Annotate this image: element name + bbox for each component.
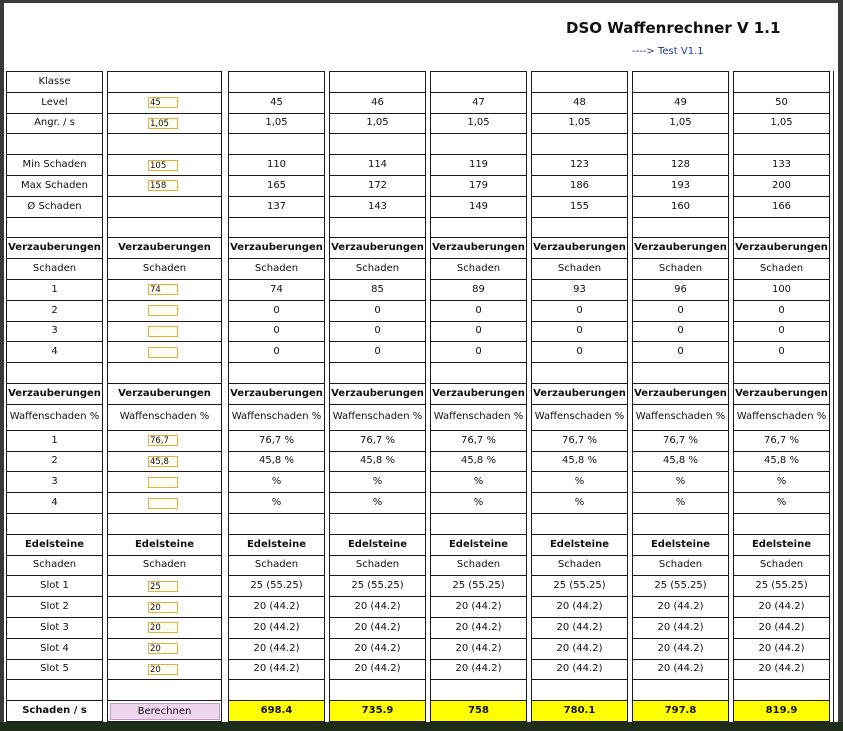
col-6-min: 133 (734, 155, 830, 176)
label-verzauberungen: Verzauberungen (7, 238, 103, 259)
partial-column-edge (833, 71, 838, 722)
col-3-v3: 0 (431, 321, 527, 342)
berechnen-button[interactable]: Berechnen (110, 703, 220, 720)
label-edelsteine: Edelsteine (7, 534, 103, 555)
result-dps-4: 780.1 (532, 701, 628, 722)
slot-3-input[interactable]: 20 (148, 622, 178, 633)
col-4-v4: 0 (532, 342, 628, 363)
col-6-schaden-label: Schaden (734, 259, 830, 280)
input-verz-schaden: Schaden (108, 259, 222, 280)
col-2-w2: 45,8 % (330, 451, 426, 472)
col-1-schaden-label: Schaden (229, 259, 325, 280)
col-3-min: 119 (431, 155, 527, 176)
col-1-level: 45 (229, 92, 325, 113)
col-6-avg: 166 (734, 196, 830, 217)
col-5-w3: % (633, 472, 729, 493)
col-2-s4: 20 (44.2) (330, 638, 426, 659)
col-4-level: 48 (532, 92, 628, 113)
col-4-waffen-label: Waffenschaden % (532, 404, 628, 430)
label-ws-4: 4 (7, 493, 103, 514)
col-4-w2: 45,8 % (532, 451, 628, 472)
result-column-5 (632, 71, 729, 722)
col-6-max: 200 (734, 175, 830, 196)
col-1-s3: 20 (44.2) (229, 617, 325, 638)
input-edel-schaden: Schaden (108, 555, 222, 576)
input-verz-heading-2: Verzauberungen (108, 383, 222, 404)
col-1-w3: % (229, 472, 325, 493)
col-5-s1: 25 (55.25) (633, 576, 729, 597)
col-2-v3: 0 (330, 321, 426, 342)
col-1-v4: 0 (229, 342, 325, 363)
col-4-avg: 155 (532, 196, 628, 217)
input-edelsteine-heading: Edelsteine (108, 534, 222, 555)
col-1-v3: 0 (229, 321, 325, 342)
col-1-edel-label: Edelsteine (229, 534, 325, 555)
label-min-schaden: Min Schaden (7, 155, 103, 176)
slot-5-input[interactable]: 20 (148, 664, 178, 675)
col-4-schaden-label: Schaden (532, 555, 628, 576)
label-verz-2: 2 (7, 300, 103, 321)
col-5-verz-label: Verzauberungen (633, 238, 729, 259)
label-column (6, 71, 103, 722)
col-2-avg: 143 (330, 196, 426, 217)
verz-1-input[interactable]: 74 (148, 284, 178, 295)
col-2-min: 114 (330, 155, 426, 176)
col-5-edel-label: Edelsteine (633, 534, 729, 555)
label-verz-4: 4 (7, 342, 103, 363)
col-6-verz-label: Verzauberungen (734, 383, 830, 404)
col-4-verz-label: Verzauberungen (532, 238, 628, 259)
col-6-w1: 76,7 % (734, 430, 830, 451)
col-5-v4: 0 (633, 342, 729, 363)
col-1-verz-label: Verzauberungen (229, 238, 325, 259)
result-dps-5: 797.8 (633, 701, 729, 722)
col-3-s3: 20 (44.2) (431, 617, 527, 638)
col-2-w4: % (330, 493, 426, 514)
col-2-edel-label: Edelsteine (330, 534, 426, 555)
col-3-w3: % (431, 472, 527, 493)
col-5-w4: % (633, 493, 729, 514)
col-2-verz-label: Verzauberungen (330, 238, 426, 259)
col-6-angr: 1,05 (734, 113, 830, 134)
col-4-s5: 20 (44.2) (532, 659, 628, 680)
col-2-s1: 25 (55.25) (330, 576, 426, 597)
label-ws-2: 2 (7, 451, 103, 472)
result-column-6 (733, 71, 830, 722)
col-6-v3: 0 (734, 321, 830, 342)
col-1-s2: 20 (44.2) (229, 597, 325, 618)
col-3-s2: 20 (44.2) (431, 597, 527, 618)
col-6-verz-label: Verzauberungen (734, 238, 830, 259)
col-2-level: 46 (330, 92, 426, 113)
label-slot-2: Slot 2 (7, 597, 103, 618)
col-6-level: 50 (734, 92, 830, 113)
label-verz-3: 3 (7, 321, 103, 342)
col-3-v2: 0 (431, 300, 527, 321)
bottom-bar (0, 722, 843, 731)
col-6-w4: % (734, 493, 830, 514)
col-5-level: 49 (633, 92, 729, 113)
col-4-edel-label: Edelsteine (532, 534, 628, 555)
col-2-schaden-label: Schaden (330, 259, 426, 280)
col-1-min: 110 (229, 155, 325, 176)
label-slot-3: Slot 3 (7, 617, 103, 638)
angr-input[interactable]: 1,05 (148, 118, 178, 129)
col-4-v3: 0 (532, 321, 628, 342)
col-3-w4: % (431, 493, 527, 514)
col-5-schaden-label: Schaden (633, 259, 729, 280)
col-2-w3: % (330, 472, 426, 493)
col-4-v2: 0 (532, 300, 628, 321)
col-5-s3: 20 (44.2) (633, 617, 729, 638)
page-title: DSO Waffenrechner V 1.1 (566, 19, 781, 37)
col-2-s5: 20 (44.2) (330, 659, 426, 680)
label-ws-3: 3 (7, 472, 103, 493)
col-6-v4: 0 (734, 342, 830, 363)
label-avg-schaden: Ø Schaden (7, 196, 103, 217)
col-6-v2: 0 (734, 300, 830, 321)
col-6-waffen-label: Waffenschaden % (734, 404, 830, 430)
col-1-waffen-label: Waffenschaden % (229, 404, 325, 430)
col-6-s3: 20 (44.2) (734, 617, 830, 638)
label-max-schaden: Max Schaden (7, 175, 103, 196)
col-4-v1: 93 (532, 279, 628, 300)
col-4-min: 123 (532, 155, 628, 176)
col-1-v2: 0 (229, 300, 325, 321)
col-3-waffen-label: Waffenschaden % (431, 404, 527, 430)
label-ws-1: 1 (7, 430, 103, 451)
col-5-s5: 20 (44.2) (633, 659, 729, 680)
slot-1-input[interactable]: 25 (148, 581, 178, 592)
col-5-waffen-label: Waffenschaden % (633, 404, 729, 430)
col-3-w1: 76,7 % (431, 430, 527, 451)
col-1-verz-label: Verzauberungen (229, 383, 325, 404)
col-1-schaden-label: Schaden (229, 555, 325, 576)
test-version-link[interactable]: ----> Test V1.1 (632, 46, 704, 57)
col-3-v1: 89 (431, 279, 527, 300)
col-1-s1: 25 (55.25) (229, 576, 325, 597)
col-3-s4: 20 (44.2) (431, 638, 527, 659)
col-4-verz-label: Verzauberungen (532, 383, 628, 404)
col-1-max: 165 (229, 175, 325, 196)
col-5-w1: 76,7 % (633, 430, 729, 451)
col-5-v3: 0 (633, 321, 729, 342)
col-3-w2: 45,8 % (431, 451, 527, 472)
input-waffenschaden-label: Waffenschaden % (108, 404, 222, 430)
col-4-w3: % (532, 472, 628, 493)
max-schaden-input[interactable]: 158 (148, 180, 178, 191)
col-3-schaden-label: Schaden (431, 259, 527, 280)
col-2-s3: 20 (44.2) (330, 617, 426, 638)
col-5-min: 128 (633, 155, 729, 176)
col-5-verz-label: Verzauberungen (633, 383, 729, 404)
label-angr: Angr. / s (7, 113, 103, 134)
col-5-s2: 20 (44.2) (633, 597, 729, 618)
col-4-angr: 1,05 (532, 113, 628, 134)
col-5-angr: 1,05 (633, 113, 729, 134)
col-2-w1: 76,7 % (330, 430, 426, 451)
label-slot-5: Slot 5 (7, 659, 103, 680)
col-4-max: 186 (532, 175, 628, 196)
slot-4-input[interactable]: 20 (148, 643, 178, 654)
col-4-s4: 20 (44.2) (532, 638, 628, 659)
col-4-s3: 20 (44.2) (532, 617, 628, 638)
col-1-angr: 1,05 (229, 113, 325, 134)
col-5-avg: 160 (633, 196, 729, 217)
col-2-verz-label: Verzauberungen (330, 383, 426, 404)
col-2-schaden-label: Schaden (330, 555, 426, 576)
ws-1-input[interactable]: 76,7 (148, 435, 178, 446)
col-5-w2: 45,8 % (633, 451, 729, 472)
col-3-angr: 1,05 (431, 113, 527, 134)
col-1-w2: 45,8 % (229, 451, 325, 472)
col-3-verz-label: Verzauberungen (431, 238, 527, 259)
label-waffenschaden: Waffenschaden % (7, 404, 103, 430)
col-3-s1: 25 (55.25) (431, 576, 527, 597)
result-dps-2: 735.9 (330, 701, 426, 722)
col-2-s2: 20 (44.2) (330, 597, 426, 618)
col-6-s2: 20 (44.2) (734, 597, 830, 618)
verz-2-input[interactable] (148, 305, 178, 316)
col-5-max: 193 (633, 175, 729, 196)
col-4-w4: % (532, 493, 628, 514)
col-5-s4: 20 (44.2) (633, 638, 729, 659)
col-2-max: 172 (330, 175, 426, 196)
col-1-s4: 20 (44.2) (229, 638, 325, 659)
col-6-s5: 20 (44.2) (734, 659, 830, 680)
label-slot-1: Slot 1 (7, 576, 103, 597)
col-1-v1: 74 (229, 279, 325, 300)
result-dps-3: 758 (431, 701, 527, 722)
col-3-s5: 20 (44.2) (431, 659, 527, 680)
col-3-avg: 149 (431, 196, 527, 217)
col-6-v1: 100 (734, 279, 830, 300)
col-6-s1: 25 (55.25) (734, 576, 830, 597)
col-3-edel-label: Edelsteine (431, 534, 527, 555)
col-2-angr: 1,05 (330, 113, 426, 134)
col-5-v2: 0 (633, 300, 729, 321)
app-window (4, 3, 838, 722)
col-5-schaden-label: Schaden (633, 555, 729, 576)
input-verz-heading: Verzauberungen (108, 238, 222, 259)
col-3-level: 47 (431, 92, 527, 113)
ws-2-input[interactable]: 45,8 (148, 456, 178, 467)
col-2-v4: 0 (330, 342, 426, 363)
result-column-2 (329, 71, 426, 722)
col-2-waffen-label: Waffenschaden % (330, 404, 426, 430)
col-5-v1: 96 (633, 279, 729, 300)
result-column-4 (531, 71, 628, 722)
col-3-v4: 0 (431, 342, 527, 363)
col-1-w4: % (229, 493, 325, 514)
col-3-schaden-label: Schaden (431, 555, 527, 576)
result-dps-1: 698.4 (229, 701, 325, 722)
ws-3-input[interactable] (148, 477, 178, 488)
col-2-v1: 85 (330, 279, 426, 300)
verz-3-input[interactable] (148, 326, 178, 337)
col-4-schaden-label: Schaden (532, 259, 628, 280)
col-6-s4: 20 (44.2) (734, 638, 830, 659)
col-2-v2: 0 (330, 300, 426, 321)
col-4-s1: 25 (55.25) (532, 576, 628, 597)
label-edel-schaden: Schaden (7, 555, 103, 576)
min-schaden-input[interactable]: 105 (148, 160, 178, 171)
result-dps-6: 819.9 (734, 701, 830, 722)
col-3-verz-label: Verzauberungen (431, 383, 527, 404)
col-1-avg: 137 (229, 196, 325, 217)
label-schaden: Schaden (7, 259, 103, 280)
ws-4-input[interactable] (148, 498, 178, 509)
col-6-schaden-label: Schaden (734, 555, 830, 576)
col-6-w3: % (734, 472, 830, 493)
col-4-w1: 76,7 % (532, 430, 628, 451)
label-schaden-pro-s: Schaden / s (7, 701, 103, 722)
col-1-w1: 76,7 % (229, 430, 325, 451)
label-level: Level (7, 92, 103, 113)
result-column-1 (228, 71, 325, 722)
label-verzauberungen-2: Verzauberungen (7, 383, 103, 404)
label-verz-1: 1 (7, 279, 103, 300)
slot-2-input[interactable]: 20 (148, 602, 178, 613)
col-1-s5: 20 (44.2) (229, 659, 325, 680)
input-column (107, 71, 222, 722)
label-slot-4: Slot 4 (7, 638, 103, 659)
col-4-s2: 20 (44.2) (532, 597, 628, 618)
result-column-3 (430, 71, 527, 722)
col-3-max: 179 (431, 175, 527, 196)
col-6-w2: 45,8 % (734, 451, 830, 472)
label-klasse: Klasse (7, 72, 103, 93)
verz-4-input[interactable] (148, 347, 178, 358)
col-6-edel-label: Edelsteine (734, 534, 830, 555)
level-input[interactable]: 45 (148, 97, 178, 108)
